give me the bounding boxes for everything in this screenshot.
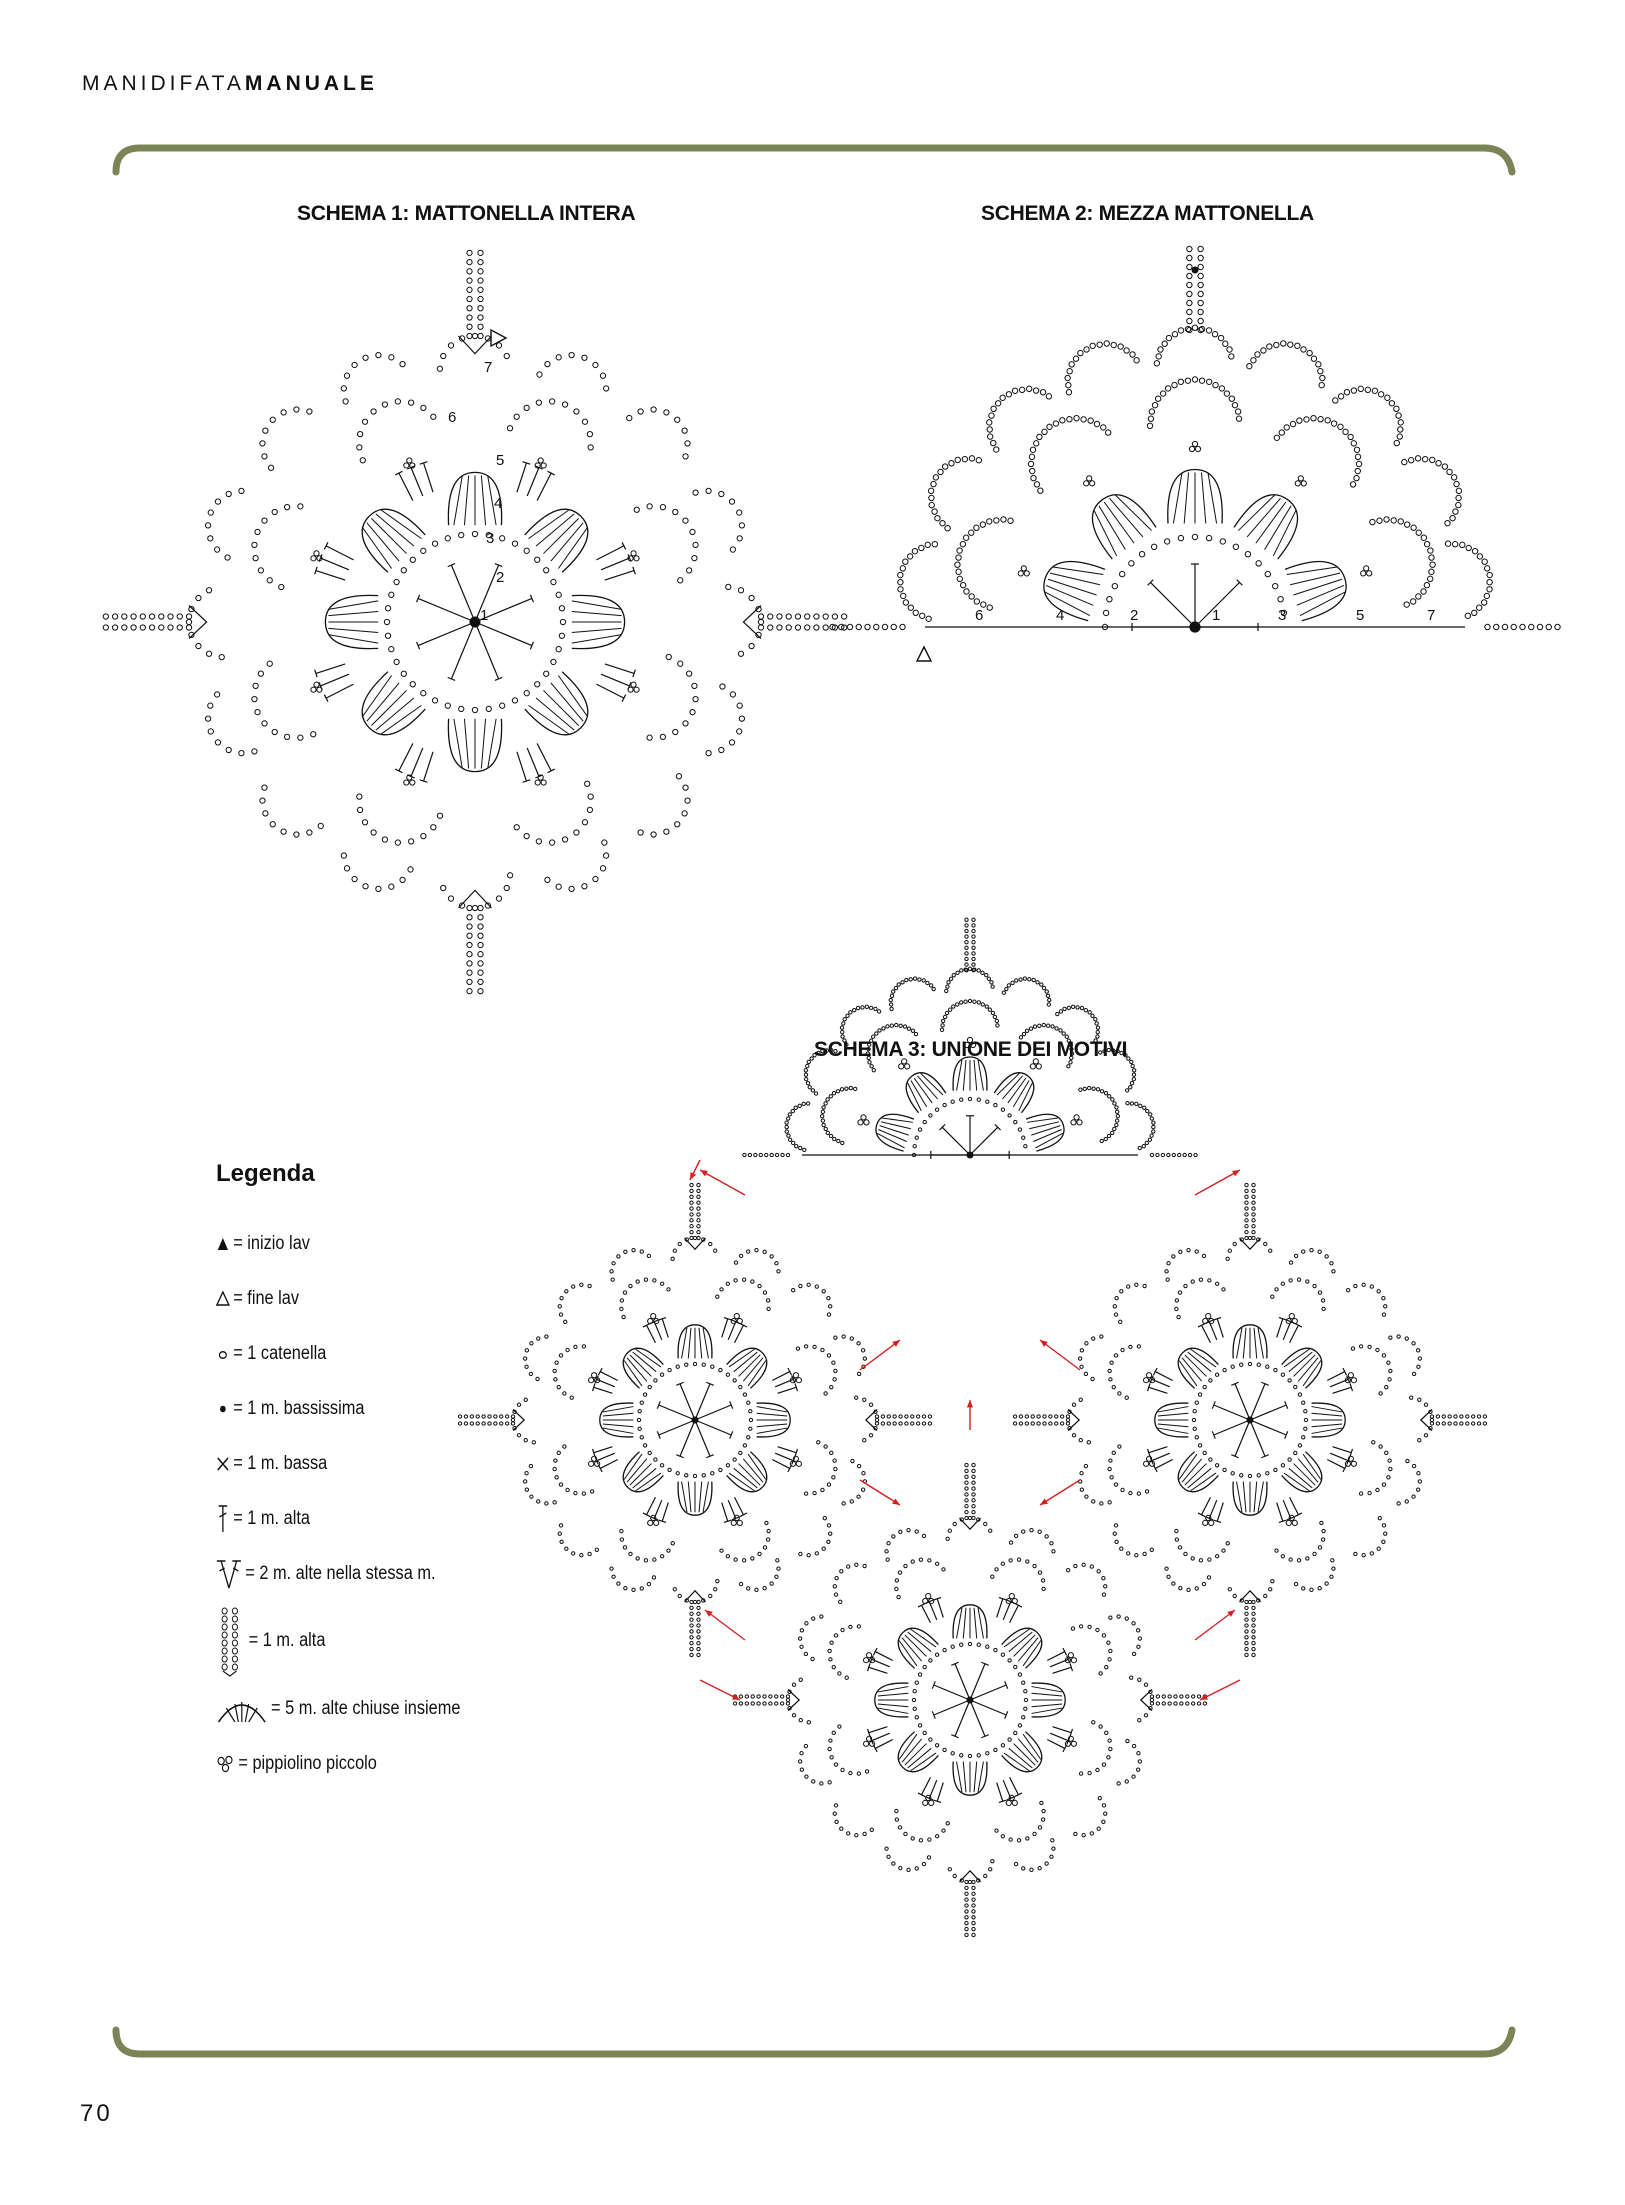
legend	[216, 1160, 500, 1791]
row-number: 2	[1130, 607, 1139, 624]
legend-item	[216, 1491, 460, 1546]
legend-text: = 1 m. bassa	[233, 1452, 328, 1474]
row-number: 1	[1212, 607, 1221, 624]
legend-text: = pippiolino piccolo	[238, 1752, 377, 1774]
legend-item	[216, 1216, 460, 1271]
join-arrowhead	[1227, 1610, 1235, 1617]
join-arrow	[1040, 1340, 1080, 1370]
legend-item	[216, 1436, 460, 1491]
filled-triangle-icon	[216, 1237, 230, 1251]
legend-item	[216, 1381, 460, 1436]
dot-icon	[216, 1404, 230, 1414]
join-arrowhead	[1040, 1340, 1048, 1347]
row-number: 4	[1056, 607, 1065, 624]
crochet-half-motif	[743, 918, 1197, 1159]
schema2-title: SCHEMA 2: MEZZA MATTONELLA	[981, 202, 1314, 225]
chain-circle-icon	[216, 1348, 230, 1360]
open-triangle-icon	[216, 1291, 230, 1306]
row-number: 4	[494, 495, 503, 512]
legend-title: Legenda	[216, 1160, 315, 1187]
legend-text: = fine lav	[233, 1287, 300, 1309]
row-number: 3	[1278, 607, 1287, 624]
join-arrow	[1195, 1610, 1235, 1640]
legend-text: = 1 m. alta	[248, 1630, 326, 1651]
legend-text: = inizio lav	[233, 1232, 310, 1254]
join-arrowhead	[892, 1498, 900, 1505]
chain-column-icon	[216, 1605, 245, 1677]
join-arrowhead	[705, 1610, 713, 1617]
picot-icon	[216, 1754, 235, 1774]
legend-text: = 1 catenella	[233, 1342, 327, 1364]
legend-text: = 2 m. alte nella stessa m.	[245, 1562, 436, 1584]
schema3-motif-bottom	[733, 1463, 1206, 1936]
legend-item	[216, 1681, 460, 1736]
schema1-title: SCHEMA 1: MATTONELLA INTERA	[297, 202, 636, 225]
row-number: 2	[496, 569, 505, 586]
v-stitch-icon	[216, 1558, 242, 1590]
join-arrowhead	[967, 1400, 973, 1407]
legend-text: = 1 m. alta	[233, 1507, 310, 1529]
legend-item	[216, 1326, 460, 1381]
treble-stitch-icon	[216, 1504, 230, 1534]
cluster-icon	[216, 1694, 268, 1724]
row-number: 6	[448, 409, 457, 426]
legend-text: = 1 m. bassissima	[233, 1397, 365, 1419]
join-arrowhead	[892, 1340, 900, 1347]
schema3-motif-left	[458, 1183, 931, 1656]
legend-item	[216, 1271, 460, 1326]
page-number: 70	[80, 2100, 113, 2127]
join-arrow	[705, 1610, 745, 1640]
join-arrow	[1195, 1170, 1240, 1195]
row-number: 6	[975, 607, 984, 624]
schema3-motif-right	[1013, 1183, 1486, 1656]
row-number: 7	[1427, 607, 1436, 624]
row-number: 3	[486, 530, 495, 547]
brand-regular: MANIDIFATA	[82, 72, 245, 95]
cross-icon	[216, 1456, 230, 1472]
legend-item	[216, 1601, 460, 1681]
row-number: 5	[1356, 607, 1365, 624]
join-arrow	[860, 1340, 900, 1370]
row-number: 7	[484, 359, 493, 376]
join-arrow	[700, 1170, 745, 1195]
schema3-title: SCHEMA 3: UNIONE DEI MOTIVI	[814, 1038, 1128, 1061]
legend-item	[216, 1546, 460, 1601]
join-arrowhead	[1040, 1498, 1048, 1505]
legend-item	[216, 1736, 460, 1791]
row-number: 1	[480, 607, 489, 624]
legend-text: = 5 m. alte chiuse insieme	[271, 1697, 461, 1719]
row-number: 5	[496, 452, 505, 469]
brand-bold: MANUALE	[244, 72, 378, 95]
